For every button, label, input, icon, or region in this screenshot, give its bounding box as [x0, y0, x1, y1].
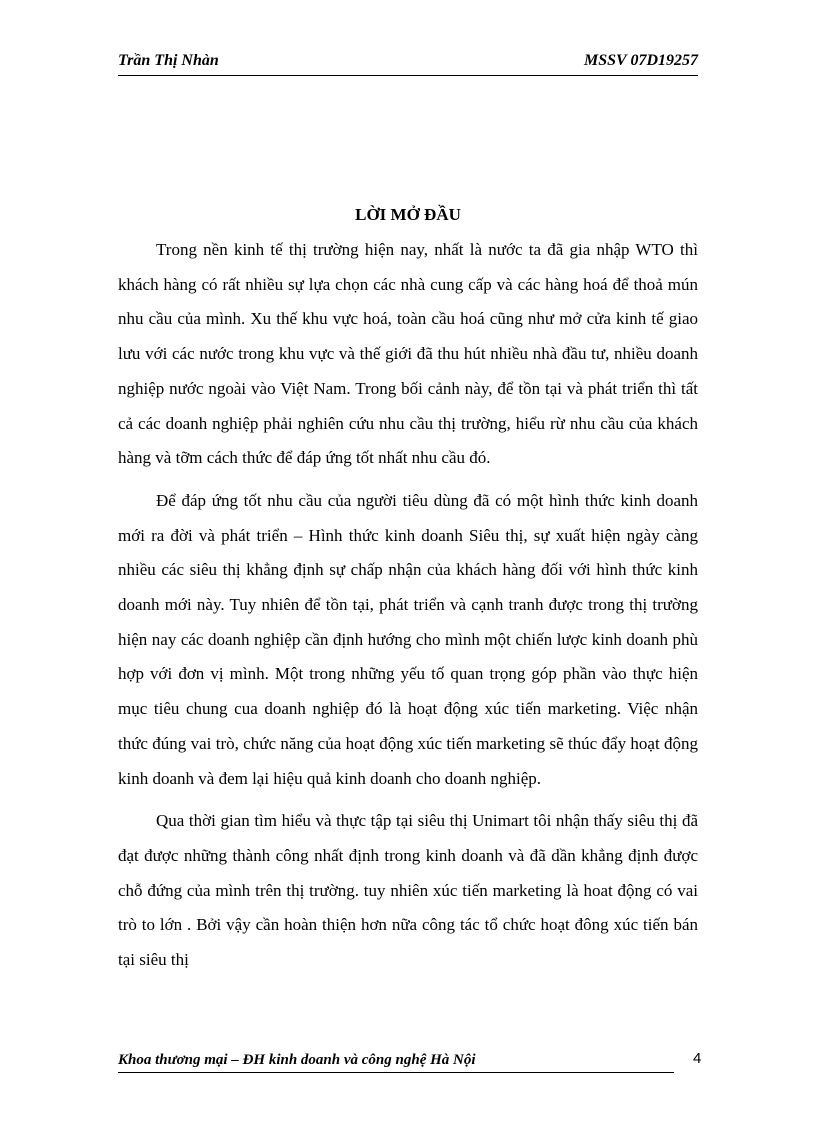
paragraph: Trong nền kinh tế thị trường hiện nay, nhất là nước ta đã gia nhập WTO thì khách hàng có rất nhiều sự lựa chọn các nhà cung cấp và các hàng hoá để thoả mún nhu cầu của mình. Xu thế khu vực hoá, toàn cầu hoá cũng như mở cửa kinh tế giao lưu với các nước trong khu vực và thế giới đã thu hút nhiều nhà đầu tư, nhiều doanh nghiệp nước ngoài vào Việt Nam. Trong bối cảnh này, để tồn tại và phát triển thì tất cả các doanh nghiệp phải nghiên cứu nhu cầu thị trường, hiểu rừ nhu cầu của khách hàng và tỡm cách thức để đáp ứng tốt nhất nhu cầu đó.: [118, 240, 698, 468]
page-number: 4: [693, 1050, 702, 1067]
student-id: MSSV 07D19257: [584, 52, 698, 69]
paragraph: Qua thời gian tìm hiểu và thực tập tại siêu thị Unimart tôi nhận thấy siêu thị đã đạt được những thành công nhất định trong kinh doanh và đã dần khẳng định được chỗ đứng của mình trên thị trường. tuy nhiên xúc tiến marketing là hoat động có vai trò to lớn . Bởi vậy cần hoàn thiện hơn nữa công tác tổ chức hoạt đông xúc tiến bán tại siêu thị: [118, 811, 698, 970]
paragraph: Để đáp ứng tốt nhu cầu của người tiêu dùng đã có một hình thức kinh doanh mới ra đời và phát triển – Hình thức kinh doanh Siêu thị, sự xuất hiện ngày càng nhiều các siêu thị khẳng định sự chấp nhận của khách hàng đối với hình thức kinh doanh mới này. Tuy nhiên để tồn tại, phát triển và cạnh tranh được trong thị trường hiện nay các doanh nghiệp cần định hướng cho mình một chiến lược kinh doanh phù hợp với đơn vị mình. Một trong những yếu tố quan trọng góp phần vào thực hiện mục tiêu chung cua doanh nghiệp đó là hoạt động xúc tiến marketing. Việc nhận thức đúng vai trò, chức năng của hoạt động xúc tiến marketing sẽ thúc đẩy hoạt động kinh doanh và đem lại hiệu quả kinh doanh cho doanh nghiệp.: [118, 490, 698, 788]
page-header: [118, 52, 698, 76]
author-name: Trần Thị Nhàn: [118, 52, 219, 69]
document-body: [118, 233, 698, 978]
header-divider: [118, 75, 698, 76]
document-title: LỜI MỞ ĐẦU: [355, 205, 461, 224]
footer-institution: Khoa thương mại – ĐH kinh doanh và công nghệ Hà Nội: [118, 1052, 476, 1068]
footer-divider: [118, 1072, 674, 1073]
